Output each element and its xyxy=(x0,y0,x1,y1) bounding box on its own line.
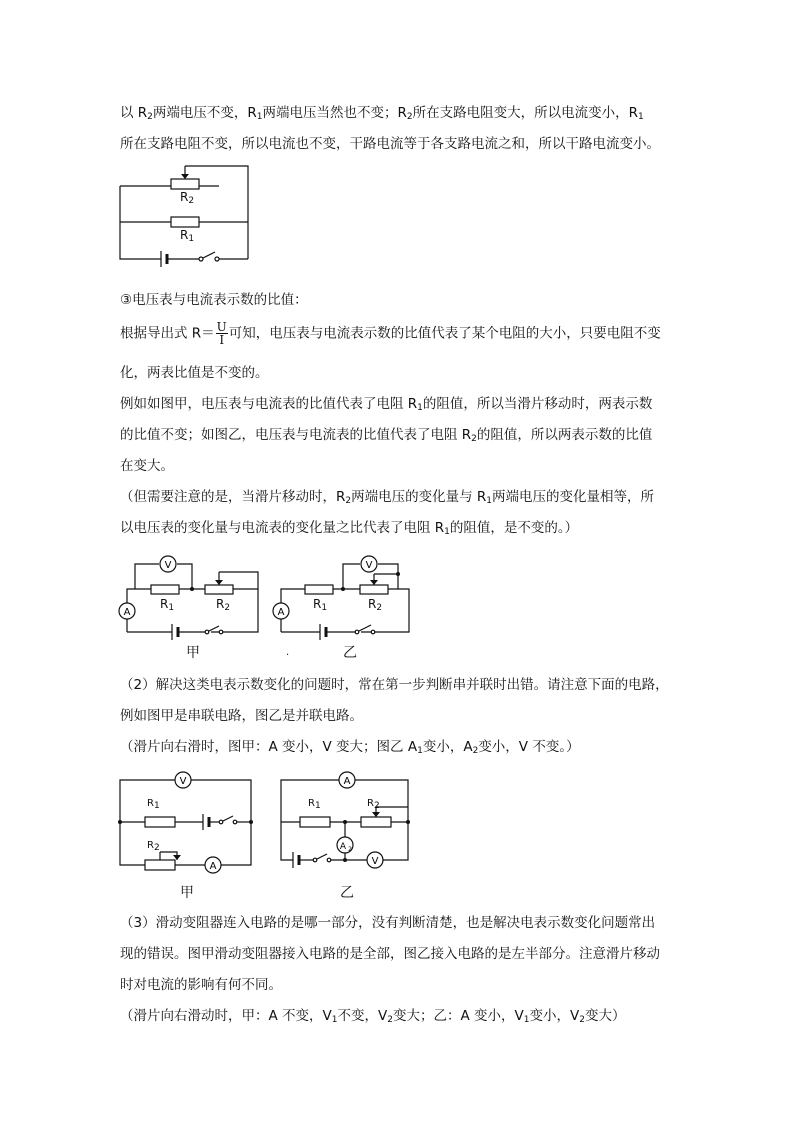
ammeter-2-label: A xyxy=(339,842,347,852)
r2-label: $R_2$ xyxy=(147,840,160,853)
r2-label: $R_2$ xyxy=(180,190,195,206)
text: 两端电压不变，R xyxy=(152,105,257,121)
text-line: 所在支路电阻不变，所以电流也不变，干路电流等于各支路电流之和，所以干路电流变小。 xyxy=(120,136,660,152)
circuit-figure-1 xyxy=(115,162,255,272)
text-line: （2）解决这类电表示数变化的问题时，常在第一步判断串并联时出错。请注意下面的电路， xyxy=(120,677,669,693)
text: 所在支路电阻变大，所以电流变小，R xyxy=(412,105,639,121)
subscript: 1 xyxy=(256,112,263,122)
text-line: （滑片向右滑时，图甲：A 变小，V 变大；图乙 $A_1$变小，$A_2$变小，V 不变。） xyxy=(120,739,580,756)
text-line: 现的错误。图甲滑动变阻器接入电路的是全部，图乙接入电路的是左半部分。注意滑片移动 xyxy=(120,946,660,962)
caption-jia: 甲 xyxy=(186,645,200,661)
voltmeter-label: V xyxy=(179,776,187,787)
voltmeter-label: V xyxy=(365,560,373,571)
caption-yi: 乙 xyxy=(343,645,357,661)
text-line: 以电压表的变化量与电流表的变化量之比代表了电阻 $R_1$的阻值，是不变的。） xyxy=(120,520,579,537)
text-line: 时对电流的影响有何不同。 xyxy=(120,977,282,993)
text-line: 在变大。 xyxy=(120,458,174,474)
ammeter-label: A xyxy=(277,607,285,618)
text-line xyxy=(120,103,644,127)
voltmeter-label: V xyxy=(371,856,379,867)
text: 两端电压当然也不变；R xyxy=(262,105,407,121)
dot: . xyxy=(286,647,290,658)
r1-label: $R_1$ xyxy=(160,597,175,613)
subscript: 2 xyxy=(406,112,413,122)
r2-label: $R_2$ xyxy=(367,798,380,811)
voltmeter-label: V xyxy=(164,560,172,571)
text-line: （但需要注意的是，当滑片移动时，$R_2$两端电压的变化量与 $R_1$两端电压的变化量相等，所 xyxy=(120,489,655,506)
r2-label: $R_2$ xyxy=(368,597,383,613)
ammeter-label: A xyxy=(343,776,351,787)
r2-label: $R_2$ xyxy=(216,597,231,613)
ammeter-2-subscript: 2 xyxy=(348,846,352,853)
section-heading: ③电压表与电流表示数的比值： xyxy=(120,292,308,308)
text-line: （3）滑动变阻器连入电路的是哪一部分，没有判断清楚，也是解决电表示数变化问题常出 xyxy=(120,915,656,931)
text-line: （滑片向右滑动时，甲：A 不变，$V_1$不变，$V_2$变大；乙：A 变小，$V_1$变小，$V_2$变大） xyxy=(120,1008,626,1025)
text-line: 例如如图甲，电压表与电流表的比值代表了电阻 $R_1$的阻值，所以当滑片移动时，两表示数 xyxy=(120,396,653,413)
ammeter-label: A xyxy=(209,861,217,872)
text-line: 化，两表比值是不变的。 xyxy=(120,365,269,381)
circuit-figure-3 xyxy=(115,770,425,880)
text-line: 例如图甲是串联电路，图乙是并联电路。 xyxy=(120,708,363,724)
caption-yi: 乙 xyxy=(340,885,354,901)
r1-label: $R_1$ xyxy=(308,798,321,811)
text: 以 R xyxy=(120,105,148,121)
text-line: 根据导出式 R＝ $\frac{U}{I}$ 可知，电压表与电流表示数的比值代表了某个电阻的大小，只要电阻不变 xyxy=(120,320,661,347)
r1-label: $R_1$ xyxy=(313,597,328,613)
text-line: 的比值不变；如图乙，电压表与电流表的比值代表了电阻 $R_2$的阻值，所以两表示数的比值 xyxy=(120,427,653,444)
fraction: $\frac{U}{I}$ xyxy=(216,320,227,347)
r1-label: $R_1$ xyxy=(180,228,195,244)
subscript: 2 xyxy=(147,112,153,122)
caption-jia: 甲 xyxy=(180,885,194,901)
ammeter-label: A xyxy=(123,607,131,618)
subscript: 1 xyxy=(638,112,644,122)
r1-label: $R_1$ xyxy=(147,798,160,811)
